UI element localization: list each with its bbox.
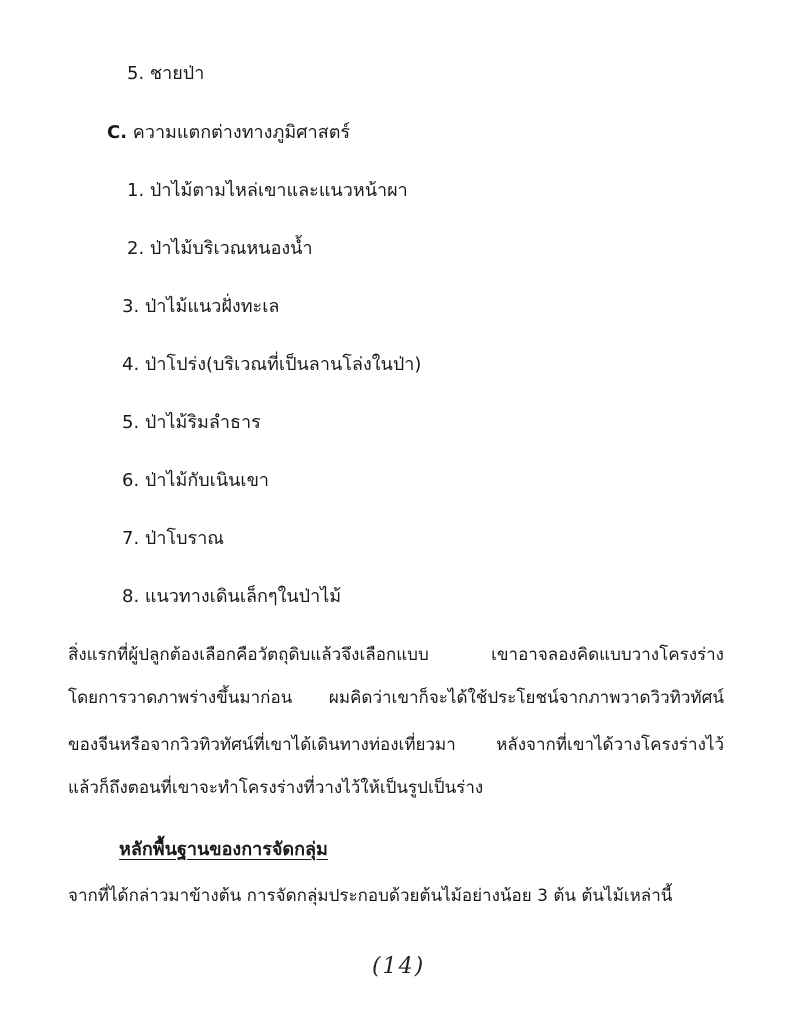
- paragraph-line: โดยการวาดภาพร่างขึ้นมาก่อน ผมคิดว่าเขาก็จะได้ใช้ประโยชน์จากภาพวาดวิวทิวทัศน์: [68, 688, 724, 708]
- page-number: (14): [372, 954, 426, 979]
- list-item: 4. ป่าโปร่ง(บริเวณที่เป็นลานโล่งในป่า): [122, 354, 422, 375]
- list-item: 8. แนวทางเดินเล็กๆในป่าไม้: [122, 586, 342, 607]
- list-item: 5. ป่าไม้ริมลำธาร: [122, 412, 261, 433]
- paragraph-line: สิ่งแรกที่ผู้ปลูกต้องเลือกคือวัตถุดิบแล้วจึงเลือกแบบ เขาอาจลองคิดแบบวางโครงร่าง: [68, 645, 724, 665]
- list-item: 7. ป่าโบราณ: [122, 528, 224, 549]
- section-title: ความแตกต่างทางภูมิศาสตร์: [132, 122, 351, 143]
- list-item: 2. ป่าไม้บริเวณหนองน้ำ: [127, 238, 313, 259]
- paragraph-line: ของจีนหรือจากวิวทิวทัศน์ที่เขาได้เดินทางท่องเที่ยวมา หลังจากที่เขาได้วางโครงร่างไว้: [68, 735, 724, 755]
- list-item-edge-forest: 5. ชายป่า: [127, 63, 205, 84]
- list-item: 1. ป่าไม้ตามไหล่เขาและแนวหน้าผา: [127, 180, 408, 201]
- list-item: 3. ป่าไม้แนวฝั่งทะเล: [122, 296, 280, 317]
- paragraph-line: แล้วก็ถึงตอนที่เขาจะทำโครงร่างที่วางไว้ให้เป็นรูปเป็นร่าง: [68, 778, 484, 798]
- section-heading-c: [107, 121, 350, 145]
- closing-line: จากที่ได้กล่าวมาข้างต้น การจัดกลุ่มประกอบด้วยต้นไม้อย่างน้อย 3 ต้น ต้นไม้เหล่านี้: [68, 886, 673, 906]
- list-item: 6. ป่าไม้กับเนินเขา: [122, 470, 269, 491]
- section-letter: C.: [107, 122, 128, 143]
- section-subheading: หลักพื้นฐานของการจัดกลุ่ม: [119, 839, 328, 860]
